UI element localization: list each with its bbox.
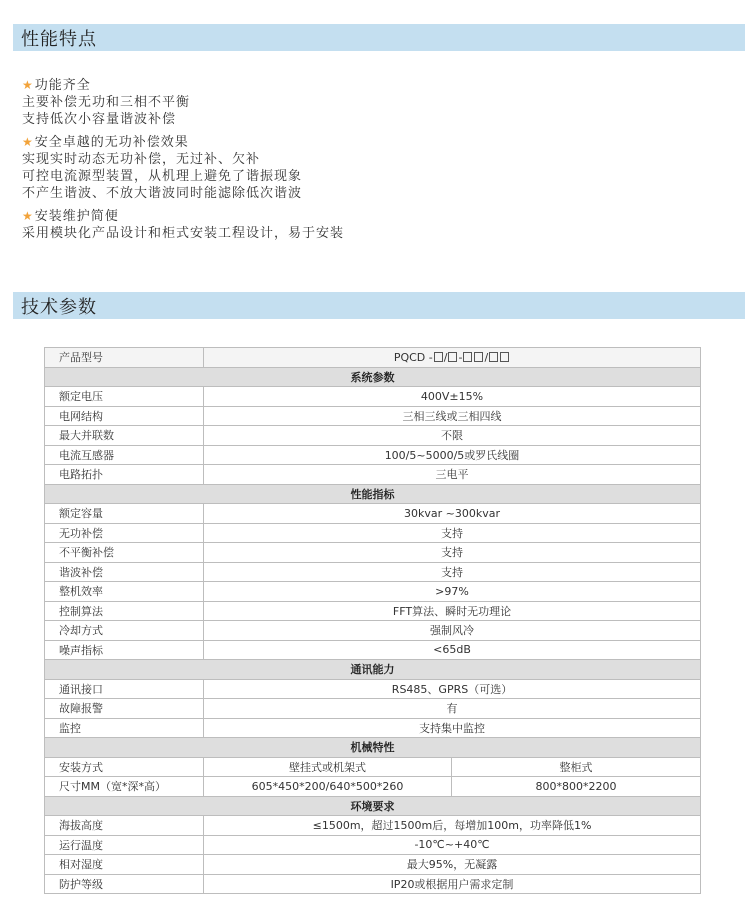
param-label: 整机效率 <box>45 582 204 602</box>
param-value: 支持 <box>204 562 701 582</box>
param-label: 通讯接口 <box>45 679 204 699</box>
section-title: 系统参数 <box>45 367 701 387</box>
param-value: 有 <box>204 699 701 719</box>
param-label: 最大并联数 <box>45 426 204 446</box>
param-label: 不平衡补偿 <box>45 543 204 563</box>
param-label: 谐波补偿 <box>45 562 204 582</box>
param-value: 最大95%，无凝露 <box>204 855 701 875</box>
param-label: 冷却方式 <box>45 621 204 641</box>
param-label: 电流互感器 <box>45 445 204 465</box>
model-label: 产品型号 <box>45 348 204 368</box>
param-value: 壁挂式或机架式 <box>204 757 452 777</box>
table-row <box>45 718 701 738</box>
param-value: RS485、GPRS（可选） <box>204 679 701 699</box>
param-value: 三相三线或三相四线 <box>204 406 701 426</box>
param-value: 30kvar ~300kvar <box>204 504 701 524</box>
model-code-pattern <box>429 351 510 364</box>
param-label: 电网结构 <box>45 406 204 426</box>
table-row <box>45 640 701 660</box>
feature-block <box>22 134 722 202</box>
param-label: 相对湿度 <box>45 855 204 875</box>
model-value: PQCD <box>393 350 426 364</box>
model-separator: - <box>458 350 463 364</box>
param-value: 支持 <box>204 543 701 563</box>
param-value: 整柜式 <box>452 757 701 777</box>
model-placeholder-box <box>474 352 483 362</box>
param-label: 额定容量 <box>45 504 204 524</box>
table-row <box>45 679 701 699</box>
param-value: >97% <box>204 582 701 602</box>
table-row <box>45 757 701 777</box>
feature-block <box>22 77 722 128</box>
table-row <box>45 406 701 426</box>
table-row <box>45 465 701 485</box>
feature-line: 可控电流源型装置，从机理上避免了谐振现象 <box>22 169 303 184</box>
section-header-params <box>13 292 745 319</box>
table-section-row <box>45 367 701 387</box>
param-value: 100/5~5000/5或罗氏线圈 <box>204 445 701 465</box>
param-value: 支持集中监控 <box>204 718 701 738</box>
param-value: 605*450*200/640*500*260 <box>204 777 452 797</box>
param-value: 不限 <box>204 426 701 446</box>
param-value: ≤1500m，超过1500m后，每增加100m，功率降低1% <box>204 816 701 836</box>
model-placeholder-box <box>500 352 509 362</box>
table-section-row <box>45 660 701 680</box>
param-value: <65dB <box>204 640 701 660</box>
star-icon: ★ <box>22 209 34 223</box>
params-title: 技术参数 <box>21 296 97 318</box>
table-row <box>45 835 701 855</box>
feature-line: 支持低次小容量谐波补偿 <box>22 112 177 127</box>
table-section-row <box>45 738 701 758</box>
model-separator: - <box>428 350 433 364</box>
table-row <box>45 426 701 446</box>
table-row <box>45 543 701 563</box>
table-row <box>45 523 701 543</box>
param-value: FFT算法、瞬时无功理论 <box>204 601 701 621</box>
param-value: 400V±15% <box>204 387 701 407</box>
param-label: 控制算法 <box>45 601 204 621</box>
param-value: 800*800*2200 <box>452 777 701 797</box>
feature-heading <box>22 208 722 225</box>
feature-line: 主要补偿无功和三相不平衡 <box>22 95 191 110</box>
feature-heading <box>22 77 722 94</box>
param-label: 噪声指标 <box>45 640 204 660</box>
param-value: 支持 <box>204 523 701 543</box>
table-row <box>45 777 701 797</box>
table-row <box>45 816 701 836</box>
table-section-row <box>45 796 701 816</box>
feature-heading-text: 功能齐全 <box>34 78 91 93</box>
model-value-cell <box>204 348 701 368</box>
table-row <box>45 699 701 719</box>
section-title: 性能指标 <box>45 484 701 504</box>
feature-heading-text: 安装维护简便 <box>34 209 119 224</box>
param-value: -10℃~+40℃ <box>204 835 701 855</box>
model-separator: / <box>484 350 489 364</box>
section-title: 环境要求 <box>45 796 701 816</box>
param-label: 故障报警 <box>45 699 204 719</box>
param-label: 电路拓扑 <box>45 465 204 485</box>
model-placeholder-box <box>489 352 498 362</box>
table-row <box>45 621 701 641</box>
model-placeholder-box <box>463 352 472 362</box>
param-label: 尺寸MM（宽*深*高） <box>45 777 204 797</box>
feature-line: 实现实时动态无功补偿，无过补、欠补 <box>22 152 261 167</box>
param-label: 无功补偿 <box>45 523 204 543</box>
param-value: 强制风冷 <box>204 621 701 641</box>
param-label: 安装方式 <box>45 757 204 777</box>
table-row <box>45 387 701 407</box>
param-value: 三电平 <box>204 465 701 485</box>
param-label: 运行温度 <box>45 835 204 855</box>
table-row-model <box>45 348 701 368</box>
table-row <box>45 582 701 602</box>
feature-heading <box>22 134 722 151</box>
table-section-row <box>45 484 701 504</box>
section-title: 通讯能力 <box>45 660 701 680</box>
param-label: 额定电压 <box>45 387 204 407</box>
model-separator: / <box>443 350 448 364</box>
feature-heading-text: 安全卓越的无功补偿效果 <box>34 135 189 150</box>
feature-line: 采用模块化产品设计和柜式安装工程设计，易于安装 <box>22 226 345 241</box>
features-list <box>22 77 722 248</box>
param-value: IP20或根据用户需求定制 <box>204 874 701 894</box>
param-label: 海拔高度 <box>45 816 204 836</box>
table-row <box>45 445 701 465</box>
section-title: 机械特性 <box>45 738 701 758</box>
table-row <box>45 504 701 524</box>
table-row <box>45 855 701 875</box>
star-icon: ★ <box>22 78 34 92</box>
table-row <box>45 562 701 582</box>
model-placeholder-box <box>434 352 443 362</box>
table-row <box>45 874 701 894</box>
feature-block <box>22 208 722 242</box>
feature-line: 不产生谐波、不放大谐波同时能滤除低次谐波 <box>22 186 303 201</box>
star-icon: ★ <box>22 135 34 149</box>
section-header-features <box>13 24 745 51</box>
spec-table <box>44 347 701 894</box>
table-row <box>45 601 701 621</box>
features-title: 性能特点 <box>21 28 97 50</box>
model-placeholder-box <box>448 352 457 362</box>
param-label: 防护等级 <box>45 874 204 894</box>
param-label: 监控 <box>45 718 204 738</box>
